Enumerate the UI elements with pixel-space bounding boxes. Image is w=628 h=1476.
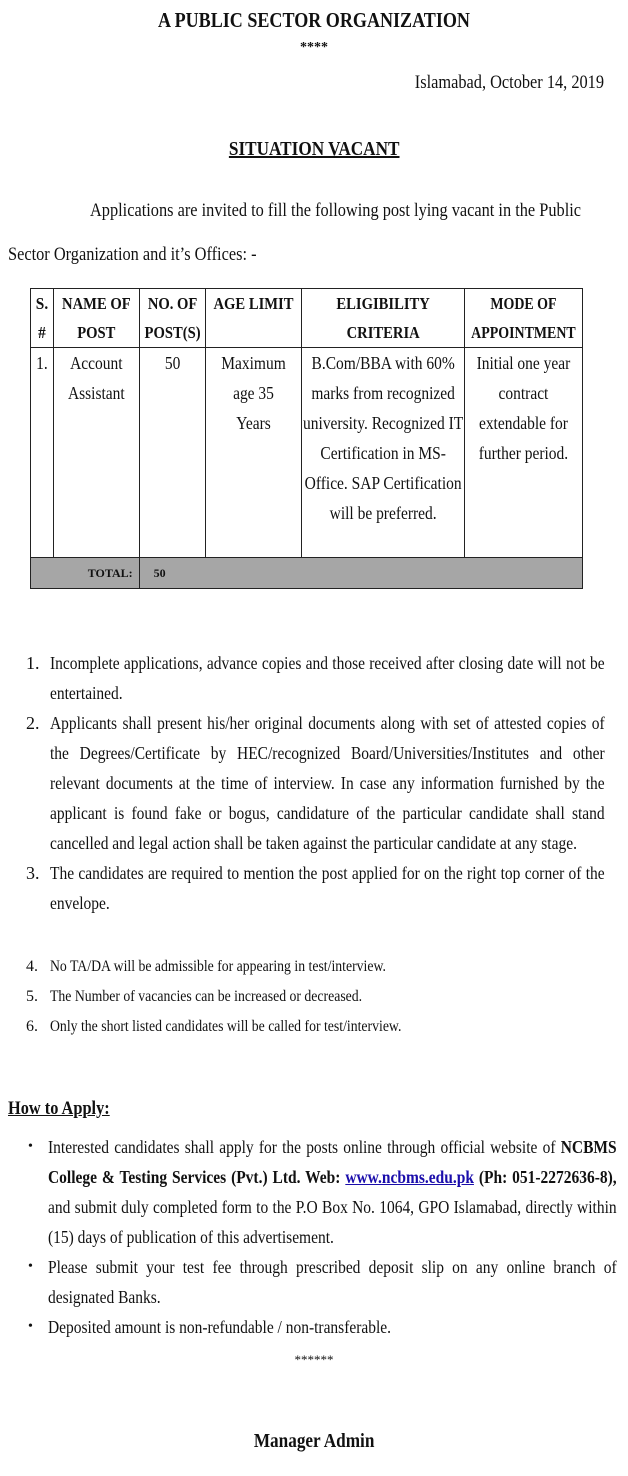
- apply-bullet-3: Deposited amount is non-refundable / non-transferable.: [48, 1317, 392, 1337]
- conditions-list: [26, 648, 606, 1042]
- signature-text: Manager Admin: [253, 1430, 375, 1452]
- total-value: 50: [139, 558, 582, 589]
- list-item: 1. Incomplete applications, advance copies and those received after closing date will not be entertained.: [26, 648, 606, 708]
- phone-number: (Ph: 051-2272636-8),: [473, 1167, 617, 1187]
- page-heading: [0, 138, 628, 161]
- list-item: 3. The candidates are required to mention the post applied for on the right top corner of the envelope.: [26, 858, 606, 918]
- note-3-text: The candidates are required to mention the post applied for on the right top corner of the envelope.: [50, 863, 605, 913]
- apply-bullet-2: Please submit your test fee through prescribed deposit slip on any online branch of designated Banks.: [48, 1257, 617, 1307]
- list-item: 5. The Number of vacancies can be increased or decreased.: [26, 982, 606, 1012]
- bullet-icon: •: [28, 1139, 33, 1154]
- cell-mode: Initial one year contract extendable for further period.: [465, 348, 583, 558]
- cell-post-count: 50: [139, 348, 205, 558]
- cell-age-limit: Maximum age 35 Years: [205, 348, 301, 558]
- note-5-text: The Number of vacancies can be increased or decreased.: [50, 988, 363, 1005]
- bullet-icon: •: [28, 1259, 33, 1274]
- company-name: NCBMS College & Testing Services (Pvt.) Ltd. Web:: [48, 1137, 617, 1187]
- signature: [0, 1430, 628, 1453]
- col-header-mode: MODE OF APPOINTMENT: [465, 289, 583, 348]
- intro-line-2: Sector Organization and it’s Offices: -: [8, 244, 257, 265]
- list-item: 2. Applicants shall present his/her original documents along with set of attested copies of the Degrees/Certificate by HEC/recognized Board/Universities/Institutes and other relevant documents at the time of interview. In case any information furnished by the applicant is found fake or bogus, candidature of the particular candidate shall stand cancelled and legal action shall be taken against the particular candidate at any stage.: [26, 708, 606, 858]
- col-header-posts: NO. OF POST(S): [139, 289, 205, 348]
- vacancy-table: [30, 288, 583, 589]
- org-title: A PUBLIC SECTOR ORGANIZATION: [158, 8, 470, 32]
- apply-bullet-1: Interested candidates shall apply for the posts online through official website of NCBMS College & Testing Services (Pvt.) Ltd. Web: www.ncbms.edu.pk (Ph: 051-2272636-8), and submit duly completed form to the P.O Box No. 1064, GPO Islamabad, directly within (15) days of publication of this advertisement.: [48, 1137, 617, 1247]
- page-heading-text: SITUATION VACANT: [228, 138, 400, 160]
- list-item: 4. No TA/DA will be admissible for appearing in test/interview.: [26, 952, 606, 982]
- total-label: TOTAL:: [31, 558, 140, 589]
- list-item: [28, 1312, 618, 1342]
- col-header-name: NAME OF POST: [53, 289, 139, 348]
- list-item: [28, 1132, 618, 1252]
- note-1-text: Incomplete applications, advance copies and those received after closing date will not be entertained.: [50, 653, 605, 703]
- cell-eligibility: B.Com/BBA with 60% marks from recognized university. Recognized IT Certification in MS-Office. SAP Certification will be preferred.: [301, 348, 464, 558]
- website-link[interactable]: www.ncbms.edu.pk: [345, 1167, 474, 1187]
- list-item: [28, 1252, 618, 1312]
- cell-sno: 1.: [31, 348, 54, 558]
- col-header-eligibility: ELIGIBILITY CRITERIA: [301, 289, 464, 348]
- dateline: Islamabad, October 14, 2019: [414, 72, 604, 93]
- total-row: [31, 558, 583, 589]
- apply-instructions-list: [28, 1132, 618, 1342]
- how-to-apply-heading: How to Apply:: [8, 1098, 110, 1119]
- col-header-age: AGE LIMIT: [205, 289, 301, 348]
- note-6-text: Only the short listed candidates will be called for test/interview.: [50, 1018, 402, 1035]
- title-stars: ****: [300, 40, 328, 55]
- col-header-sno: S. #: [31, 289, 54, 348]
- cell-post-name: Account Assistant: [53, 348, 139, 558]
- end-stars: ******: [294, 1352, 334, 1367]
- table-row: [31, 348, 583, 558]
- intro-line-1: Applications are invited to fill the following post lying vacant in the Public: [90, 200, 582, 221]
- bullet-icon: •: [28, 1319, 33, 1334]
- table-header-row: [31, 289, 583, 348]
- list-item: 6. Only the short listed candidates will be called for test/interview.: [26, 1012, 606, 1042]
- note-4-text: No TA/DA will be admissible for appearing in test/interview.: [50, 958, 386, 975]
- note-2-text: Applicants shall present his/her original documents along with set of attested copies of the Degrees/Certificate by HEC/recognized Board/Universities/Institutes and other relevant documents at the time of interview. In case any information furnished by the applicant is found fake or bogus, candidature of the particular candidate shall stand cancelled and legal action shall be taken against the particular candidate at any stage.: [50, 713, 605, 853]
